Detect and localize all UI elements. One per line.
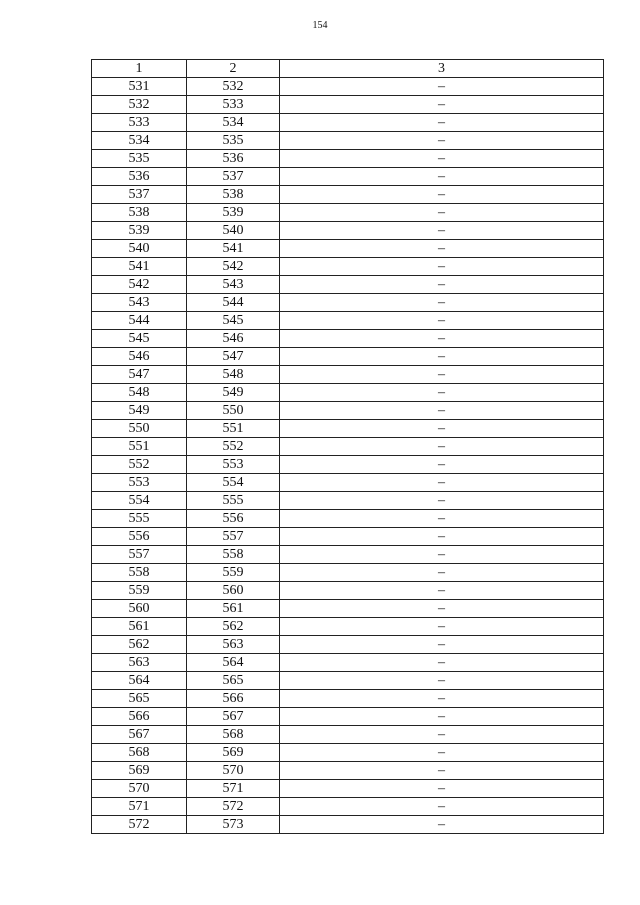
table-cell-col-1: 552 <box>92 456 187 474</box>
table-cell-col-2: 543 <box>187 276 280 294</box>
table-row <box>92 402 604 420</box>
table-cell-col-3: – <box>280 600 604 618</box>
table-cell-col-3: – <box>280 222 604 240</box>
table-row <box>92 492 604 510</box>
table-row <box>92 762 604 780</box>
table-row <box>92 780 604 798</box>
table-row <box>92 240 604 258</box>
header-row <box>92 60 604 78</box>
table-cell-col-1: 546 <box>92 348 187 366</box>
table-cell-col-1: 565 <box>92 690 187 708</box>
table-cell-col-2: 551 <box>187 420 280 438</box>
table-row <box>92 654 604 672</box>
table-row <box>92 636 604 654</box>
table-cell-col-3: – <box>280 384 604 402</box>
table-cell-col-3: – <box>280 762 604 780</box>
table-cell-col-3: – <box>280 114 604 132</box>
data-table <box>91 59 604 834</box>
table-cell-col-1: 549 <box>92 402 187 420</box>
table-row <box>92 96 604 114</box>
table-cell-col-2: 544 <box>187 294 280 312</box>
table-row <box>92 222 604 240</box>
table-cell-col-3: – <box>280 492 604 510</box>
table-cell-col-2: 563 <box>187 636 280 654</box>
table-cell-col-2: 548 <box>187 366 280 384</box>
table-cell-col-1: 551 <box>92 438 187 456</box>
table-cell-col-3: – <box>280 294 604 312</box>
table-cell-col-3: – <box>280 636 604 654</box>
table-row <box>92 132 604 150</box>
table-cell-col-1: 535 <box>92 150 187 168</box>
table-row <box>92 384 604 402</box>
column-header-2: 2 <box>187 60 280 78</box>
table-row <box>92 78 604 96</box>
table-cell-col-3: – <box>280 150 604 168</box>
table-cell-col-2: 554 <box>187 474 280 492</box>
table-cell-col-1: 570 <box>92 780 187 798</box>
table-cell-col-2: 549 <box>187 384 280 402</box>
table-cell-col-1: 563 <box>92 654 187 672</box>
table-row <box>92 618 604 636</box>
table-cell-col-1: 539 <box>92 222 187 240</box>
table-cell-col-2: 566 <box>187 690 280 708</box>
table-cell-col-2: 536 <box>187 150 280 168</box>
table-row <box>92 276 604 294</box>
table-cell-col-3: – <box>280 402 604 420</box>
table-cell-col-3: – <box>280 330 604 348</box>
table-cell-col-3: – <box>280 546 604 564</box>
table-cell-col-2: 561 <box>187 600 280 618</box>
table-row <box>92 312 604 330</box>
table-cell-col-2: 539 <box>187 204 280 222</box>
table-cell-col-1: 572 <box>92 816 187 834</box>
table-cell-col-3: – <box>280 690 604 708</box>
table-cell-col-3: – <box>280 474 604 492</box>
table-cell-col-1: 556 <box>92 528 187 546</box>
table-cell-col-2: 558 <box>187 546 280 564</box>
table-cell-col-3: – <box>280 528 604 546</box>
table-cell-col-1: 561 <box>92 618 187 636</box>
table-row <box>92 816 604 834</box>
table-row <box>92 150 604 168</box>
table-header <box>92 60 604 78</box>
table-cell-col-1: 564 <box>92 672 187 690</box>
table-cell-col-3: – <box>280 672 604 690</box>
table-cell-col-1: 536 <box>92 168 187 186</box>
table-cell-col-1: 540 <box>92 240 187 258</box>
table-cell-col-3: – <box>280 618 604 636</box>
table-cell-col-1: 567 <box>92 726 187 744</box>
table-row <box>92 258 604 276</box>
table-cell-col-2: 569 <box>187 744 280 762</box>
table-cell-col-2: 562 <box>187 618 280 636</box>
table-cell-col-1: 550 <box>92 420 187 438</box>
table-cell-col-3: – <box>280 780 604 798</box>
table-cell-col-2: 547 <box>187 348 280 366</box>
table-cell-col-2: 564 <box>187 654 280 672</box>
table-cell-col-3: – <box>280 438 604 456</box>
table-cell-col-2: 553 <box>187 456 280 474</box>
table-cell-col-1: 566 <box>92 708 187 726</box>
table-cell-col-2: 552 <box>187 438 280 456</box>
table-cell-col-2: 537 <box>187 168 280 186</box>
column-header-1: 1 <box>92 60 187 78</box>
table-cell-col-3: – <box>280 78 604 96</box>
table-cell-col-1: 534 <box>92 132 187 150</box>
table-cell-col-2: 555 <box>187 492 280 510</box>
table-cell-col-3: – <box>280 816 604 834</box>
table-cell-col-2: 556 <box>187 510 280 528</box>
table-cell-col-1: 554 <box>92 492 187 510</box>
table-cell-col-1: 543 <box>92 294 187 312</box>
table-cell-col-2: 535 <box>187 132 280 150</box>
table-cell-col-3: – <box>280 240 604 258</box>
table-cell-col-2: 570 <box>187 762 280 780</box>
table-cell-col-1: 559 <box>92 582 187 600</box>
table-cell-col-2: 572 <box>187 798 280 816</box>
table-row <box>92 564 604 582</box>
table-cell-col-3: – <box>280 744 604 762</box>
table-cell-col-2: 560 <box>187 582 280 600</box>
table-cell-col-1: 571 <box>92 798 187 816</box>
table-cell-col-2: 532 <box>187 78 280 96</box>
table-cell-col-3: – <box>280 708 604 726</box>
table-row <box>92 420 604 438</box>
table-cell-col-1: 538 <box>92 204 187 222</box>
table-row <box>92 672 604 690</box>
table-row <box>92 294 604 312</box>
table-cell-col-2: 567 <box>187 708 280 726</box>
table-cell-col-1: 541 <box>92 258 187 276</box>
table-row <box>92 708 604 726</box>
table-cell-col-2: 557 <box>187 528 280 546</box>
table-cell-col-2: 533 <box>187 96 280 114</box>
table-row <box>92 690 604 708</box>
table-cell-col-2: 542 <box>187 258 280 276</box>
table-cell-col-2: 541 <box>187 240 280 258</box>
table-row <box>92 330 604 348</box>
table-cell-col-3: – <box>280 312 604 330</box>
table-cell-col-3: – <box>280 726 604 744</box>
table-cell-col-2: 545 <box>187 312 280 330</box>
table-row <box>92 726 604 744</box>
table-cell-col-3: – <box>280 456 604 474</box>
table-row <box>92 186 604 204</box>
table-cell-col-1: 532 <box>92 96 187 114</box>
table-cell-col-3: – <box>280 654 604 672</box>
table-row <box>92 438 604 456</box>
table-cell-col-2: 559 <box>187 564 280 582</box>
table-cell-col-1: 555 <box>92 510 187 528</box>
table-cell-col-3: – <box>280 564 604 582</box>
table-cell-col-1: 545 <box>92 330 187 348</box>
table-row <box>92 798 604 816</box>
table-cell-col-1: 558 <box>92 564 187 582</box>
table-cell-col-1: 553 <box>92 474 187 492</box>
table-cell-col-2: 565 <box>187 672 280 690</box>
table-cell-col-2: 538 <box>187 186 280 204</box>
table-cell-col-1: 548 <box>92 384 187 402</box>
table-row <box>92 510 604 528</box>
table-row <box>92 204 604 222</box>
table-cell-col-1: 544 <box>92 312 187 330</box>
table-row <box>92 582 604 600</box>
table-cell-col-1: 537 <box>92 186 187 204</box>
table-cell-col-3: – <box>280 582 604 600</box>
table-cell-col-1: 568 <box>92 744 187 762</box>
table-cell-col-1: 569 <box>92 762 187 780</box>
table-cell-col-1: 531 <box>92 78 187 96</box>
table-row <box>92 744 604 762</box>
table-cell-col-1: 562 <box>92 636 187 654</box>
table-cell-col-3: – <box>280 258 604 276</box>
table-body <box>92 78 604 834</box>
table-cell-col-1: 542 <box>92 276 187 294</box>
table-cell-col-3: – <box>280 276 604 294</box>
table-cell-col-3: – <box>280 420 604 438</box>
table-cell-col-3: – <box>280 204 604 222</box>
table-cell-col-2: 573 <box>187 816 280 834</box>
table-cell-col-3: – <box>280 96 604 114</box>
table-cell-col-1: 533 <box>92 114 187 132</box>
table-cell-col-2: 568 <box>187 726 280 744</box>
table-cell-col-1: 560 <box>92 600 187 618</box>
table-row <box>92 168 604 186</box>
table-cell-col-3: – <box>280 186 604 204</box>
table-row <box>92 114 604 132</box>
table-row <box>92 528 604 546</box>
table-cell-col-3: – <box>280 798 604 816</box>
table-cell-col-1: 547 <box>92 366 187 384</box>
table-row <box>92 348 604 366</box>
table-cell-col-2: 534 <box>187 114 280 132</box>
table-cell-col-2: 550 <box>187 402 280 420</box>
table-cell-col-2: 540 <box>187 222 280 240</box>
table-row <box>92 474 604 492</box>
table-cell-col-3: – <box>280 510 604 528</box>
table-cell-col-3: – <box>280 366 604 384</box>
table-cell-col-3: – <box>280 132 604 150</box>
table-row <box>92 546 604 564</box>
table-cell-col-2: 546 <box>187 330 280 348</box>
table-cell-col-3: – <box>280 348 604 366</box>
page-number: 154 <box>312 20 328 31</box>
column-header-3: 3 <box>280 60 604 78</box>
table-cell-col-1: 557 <box>92 546 187 564</box>
table-row <box>92 456 604 474</box>
table-row <box>92 600 604 618</box>
table-row <box>92 366 604 384</box>
table-cell-col-3: – <box>280 168 604 186</box>
table-cell-col-2: 571 <box>187 780 280 798</box>
